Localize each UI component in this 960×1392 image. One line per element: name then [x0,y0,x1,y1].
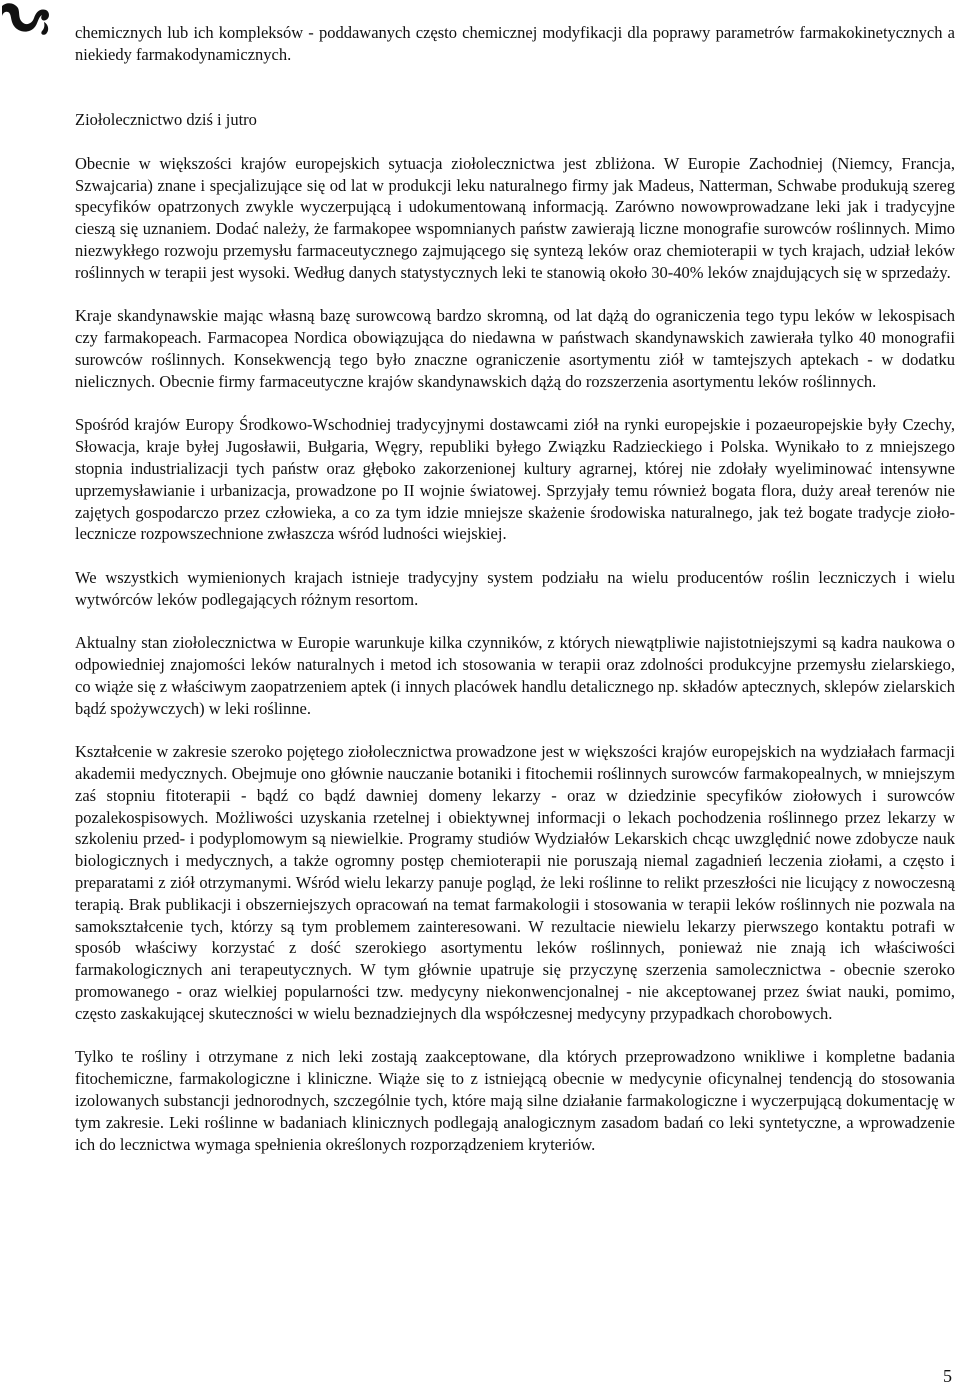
intro-paragraph: chemicznych lub ich kompleksów - poddawanych często chemicznej modyfikacji dla poprawy parametrów farmakokinetycznych a niekiedy farmakodynamicznych. [75,23,955,64]
section-title: Ziołolecznictwo dziś i jutro [75,110,257,130]
paragraph-western-europe: Obecnie w większości krajów europejskich sytuacja ziołolecznictwa jest zbliżona. W Europie Zachodniej (Niemcy, Francja, Szwajcaria) znane i specjalizujące się od lat w produkcji leku naturalnego firmy jak Madeus, Natterman, Schwabe produkują szereg specyfików opatrzonych zwykle wyczerpującą i udokumentowaną informacją. Zarówno nowowprowadzane leki jak i tradycyjne cieszą się uznaniem. Dodać należy, że farmakopee wspomnianych państw zawierają liczne monografie surowców roślinnych. Mimo niezwykłego rozwoju przemysłu farmaceutycznego zajmującego się syntezą leków oraz chemioterapii w tych krajach, udział leków roślinnych w terapii jest wysoki. Według danych statystycznych leki te stanowią około 30-40% leków znajdujących się w sprzedaży. [75,153,955,282]
paragraph-central-eastern-europe: Spośród krajów Europy Środkowo-Wschodniej tradycyjnymi dostawcami ziół na rynki europejskie i pozaeuropejskie były Czechy, Słowacja, kraje byłej Jugosławii, Bułgaria, Węgry, republiki byłego Związku Radzieckiego i Polska. Wynikało to z mniejszego stopnia industrializacji tych państw oraz głęboko zakorzenionej kultury agrarnej, której nie zdołały wyeliminować intensywne uprzemysławianie i urbanizacja, prowadzone po II wojnie światowej. Sprzyjały temu również bogata flora, duży areał terenów nie zajętych gospodarczo przez człowieka, a co za tym idzie mniejsze skażenie środowiska naturalnego, jak też bogate tradycje zioło-lecznicze rozpowszechnione zwłaszcza wśród ludności wiejskiej. [75,415,955,544]
paragraph-scandinavia: Kraje skandynawskie mając własną bazę surowcową bardzo skromną, od lat dążą do ograniczenia tego typu leków w lekospisach czy farmakopeach. Farmacopea Nordica obowiązująca do niedawna w państwach skandynawskich zawierała tylko 40 monografii surowców roślinnych. Konsekwencją tego było znaczne ograniczenie asortymentu ziół w tamtejszych aptekach - w dodatku nielicznych. Obecnie firmy farmaceutyczne krajów skandynawskich dążą do rozszerzenia asortymentu leków roślinnych. [75,306,955,391]
paragraph-current-state: Aktualny stan ziołolecznictwa w Europie warunkuje kilka czynników, z których niewątpliwie najistotniejszymi są kadra naukowa o odpowiedniej znajomości leków naturalnych i metod ich stosowania w terapii oraz zdolności produkcyjne przemysłu zielarskiego, co wiąże się z właściwym zaopatrzeniem aptek (i innych placówek handlu detalicznego np. składów aptecznych, sklepów zielarskich bądź spożywczych) w leki roślinne. [75,633,955,718]
publisher-logo-icon [0,0,52,40]
paragraph-producers: We wszystkich wymienionych krajach istnieje tradycyjny system podziału na wielu producentów roślin leczniczych i wielu wytwórców leków podlegających różnym resortom. [75,567,955,609]
page-number: 5 [943,1366,952,1386]
paragraph-acceptance: Tylko te rośliny i otrzymane z nich leki zostają zaakceptowane, dla których przeprowadzono wnikliwe i kompletne badania fitochemiczne, farmakologiczne i kliniczne. Wiąże się to z istniejącą obecnie w medycynie oficynalnej tendencją do stosowania izolowanych substancji jednorodnych, szczególnie tych, które mają silne działanie farmakologiczne i wyczerpującą dokumentację w tym zakresie. Leki roślinne w badaniach klinicznych podlegają analogicznym zasadom badań co leki syntetyczne, a wprowadzenie ich do lecznictwa wymaga spełnienia określonych rozporządzeniem kryteriów. [75,1047,955,1154]
document-body [75,22,955,1177]
paragraph-education: Kształcenie w zakresie szeroko pojętego ziołolecznictwa prowadzone jest w większości krajów europejskich na wydziałach farmacji akademii medycznych. Obejmuje ono głównie nauczanie botaniki i fitochemii roślinnych surowców farmakopealnych, w mniejszym zaś stopniu fitoterapii - bądź co bądź dawniej domeny lekarzy - oraz w dziedzinie specyfików ziołowych i surowców pozalekospisowych. Możliwości uzyskania rzetelnej i obiektywnej informacji o lekach pochodzenia roślinnego przez lekarzy w szkoleniu przed- i podyplomowym są niewielkie. Programy studiów Wydziałów Lekarskich chcąc uwzględnić nowe zdobycze nauk biologicznych i medycznych, a także ogromny postęp chemioterapii nie poruszają niemal zagadnień leczenia ziołami, a często i preparatami z ziół otrzymanymi. Wśród wielu lekarzy panuje pogląd, że leki roślinne to relikt przeszłości nie licujący z nowoczesną terapią. Brak publikacji i obszerniejszych opracowań na temat farmakologii i stosowania w terapii leków roślinnych nie pozwala na samokształcenie tych, którzy są tym problemem zainteresowani. W rezultacie niewielu lekarzy pierwszego kontaktu potrafi w sposób właściwy korzystać z dość szerokiego asortymentu leków roślinnych, ponieważ nie znają ich właściwości farmakologicznych ani terapeutycznych. W tym głównie upatruje się przyczynę szerzenia samolecznictwa - obecnie szeroko promowanego - oraz wielkiej popularności tzw. medycyny niekonwencjonalnej - nie akceptowanej przez świat nauki, pomimo, często zaskakującej skuteczności w wielu beznadziejnych dla współczesnej medycyny przypadkach chorobowych. [75,742,955,1023]
